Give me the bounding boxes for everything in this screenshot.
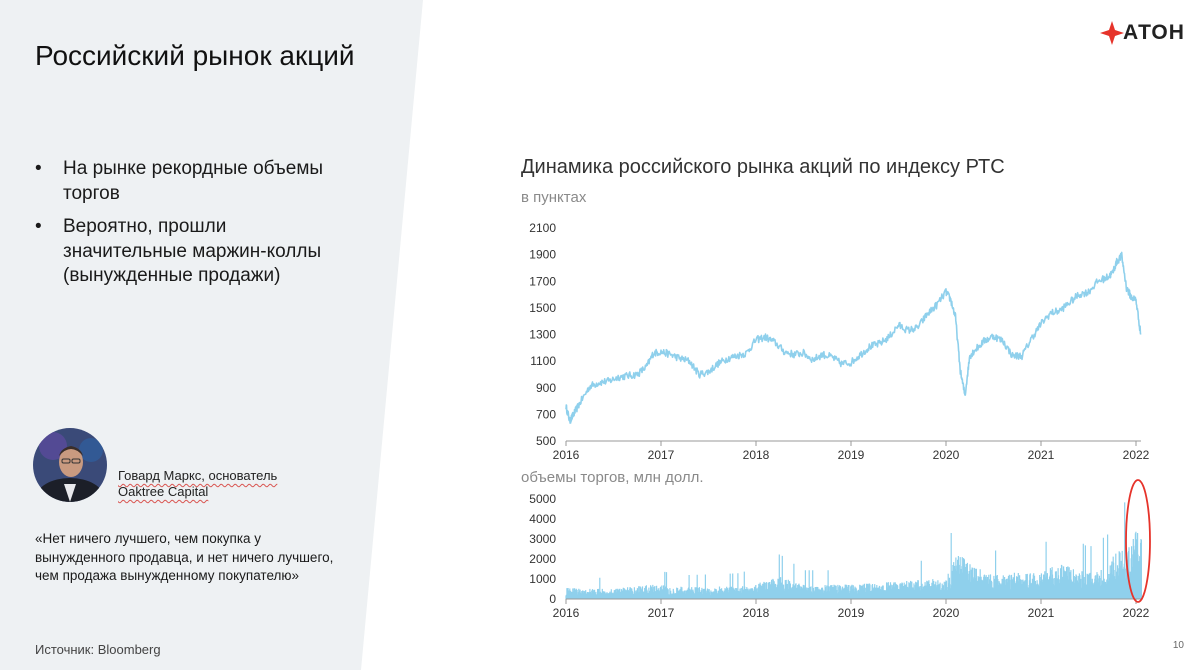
x-tick-label: 2021 [1027,448,1055,462]
y-tick-label: 1900 [529,247,556,262]
chart-title: Динамика российского рынка акций по индексу РТС [521,156,1005,178]
bullet-text: Вероятно, прошли значительные маржин-коллы (вынужденные продажи) [63,216,322,286]
y-tick-label: 1100 [530,354,556,369]
rts-index-line [566,252,1141,423]
y-tick-label: 5000 [529,492,556,506]
page-number: 10 [1172,640,1184,651]
y-tick-label: 2100 [529,221,556,235]
y-tick-label: 1700 [529,274,556,289]
company-name-text: Oaktree Capital [118,484,209,499]
x-tick-label: 2017 [647,448,675,462]
y-tick-label: 700 [535,407,556,422]
bullet-dot: • [35,216,42,237]
x-tick-label: 2016 [552,448,580,462]
x-tick-label: 2021 [1027,606,1055,620]
x-tick-label: 2019 [837,606,865,620]
x-tick-label: 2018 [742,606,770,620]
quote-text: «Нет ничего лучшего, чем покупка у вынужденного продавца, и нет ничего лучшего, чем продажа вынужденному покупателю» [35,531,334,583]
x-tick-label: 2017 [647,606,675,620]
x-tick-label: 2016 [552,606,580,620]
bullet-text: На рынке рекордные объемы торгов [63,158,324,204]
x-tick-label: 2022 [1122,606,1150,620]
y-tick-label: 3000 [529,532,556,546]
person-name-text: Говард Маркс, основатель [118,468,278,483]
y-tick-label: 1300 [529,327,556,342]
page-title: Российский рынок акций [35,40,355,71]
chart-subtitle: в пунктах [521,189,587,206]
y-tick-label: 500 [535,434,556,448]
bullet-dot: • [35,158,42,179]
source-note: Источник: Bloomberg [35,642,161,657]
y-tick-label: 1000 [529,572,556,586]
x-tick-label: 2020 [932,606,960,620]
x-tick-label: 2018 [742,448,770,462]
y-tick-label: 900 [535,380,556,395]
y-tick-label: 4000 [529,512,556,526]
y-tick-label: 0 [549,592,556,606]
volume-chart-subtitle: объемы торгов, млн долл. [521,469,704,486]
x-tick-label: 2019 [837,448,865,462]
volume-bars [566,502,1141,599]
x-tick-label: 2022 [1122,448,1150,462]
y-tick-label: 2000 [529,552,556,566]
logo-text: АТОН [1123,21,1185,44]
x-tick-label: 2020 [932,448,960,462]
y-tick-label: 1500 [529,300,556,315]
